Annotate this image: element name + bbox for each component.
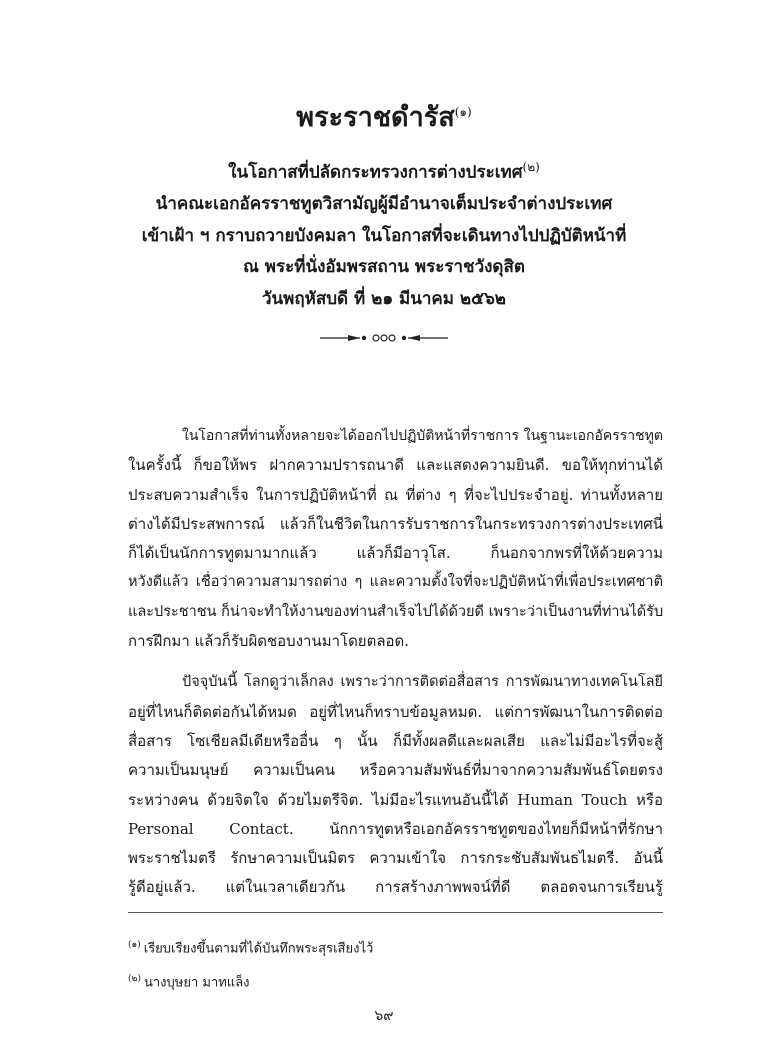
text-line: รู้ดีอยู่แล้ว. แต่ในเวลาเดียวกัน การสร้างภาพพจน์ที่ดี ตลอดจนการเรียนรู้ [128,878,663,897]
text-line: และประชาชน ก็น่าจะทำให้งานของท่านสำเร็จไปได้ด้วยดี เพราะว่าเป็นงานที่ท่านได้รับ [128,603,664,620]
title-text: พระราชดำรัส [296,102,455,133]
footnote [128,930,663,964]
subheading-line: ณ พระที่นั่งอัมพรสถาน พระราชวังดุสิต [243,257,525,278]
text-line: ก็ได้เป็นนักการทูตมามากแล้ว แล้วก็มีอาวุโส. ก็นอกจากพรที่ให้ด้วยความ [128,544,663,563]
footnote-marker: (๒) [128,974,141,985]
subheading-line: นำคณะเอกอัครราชทูตวิสามัญผู้มีอำนาจเต็มประจำต่างประเทศ [155,194,613,215]
text-line: พระราชไมตรี รักษาความเป็นมิตร ความเข้าใจ การกระชับสัมพันธไมตรี. อันนี้ [128,849,663,868]
paragraph [128,422,663,656]
text-line: ประสบความสำเร็จ ในการปฏิบัติหน้าที่ ณ ที่ต่าง ๆ ที่จะไปประจำอยู่. ท่านทั้งหลาย [128,485,663,504]
text-line: ปัจจุบันนี้ โลกดูว่าเล็กลง เพราะว่าการติดต่อสื่อสาร การพัฒนาทางเทคโนโลยี [182,674,663,691]
footnote-text: เรียบเรียงขึ้นตามที่ได้บันทึกพระสุรเสียงไว้ [143,941,374,957]
footnote-marker: (๑) [128,940,141,950]
text-line: การฝึกมา แล้วก็รับผิดชอบงานมาโดยตลอด. [128,632,410,651]
footnotes [128,930,663,999]
subheading-line: วันพฤหัสบดี ที่ ๒๑ มีนาคม ๒๕๖๒ [262,288,506,309]
title-footnote-ref: (๑) [454,105,472,119]
text-line: ในครั้งนี้ ก็ขอให้พร ฝากความปรารถนาดี และแสดงความยินดี. ขอให้ทุกท่านได้ [128,456,663,475]
page-number: ๖๙ [374,1008,394,1024]
text-line: หวังดีแล้ว เชื่อว่าความสามารถต่าง ๆ และความตั้งใจที่จะปฏิบัติหน้าที่เพื่อประเทศชาติ [128,574,663,591]
page-title [0,92,768,138]
subheading [60,152,708,315]
text-line: สื่อสาร โซเชียลมีเดียหรืออื่น ๆ นั้น ก็มีทั้งผลดีและผลเสีย และไม่มีอะไรที่จะสู้ [128,731,663,750]
text-line: อยู่ที่ไหนก็ติดต่อกันได้หมด อยู่ที่ไหนก็ทราบข้อมูลหมด. แต่การพัฒนาในการติดต่อ [128,702,663,721]
subheading-line: เข้าเฝ้า ฯ กราบถวายบังคมลา ในโอกาสที่จะเดินทางไปปฏิบัติหน้าที่ [141,225,627,246]
text-line: ความเป็นมนุษย์ ความเป็นคน หรือความสัมพันธ์ที่มาจากความสัมพันธ์โดยตรง [128,761,663,780]
divider-ornament [318,328,450,348]
subheading-line1-text: ในโอกาสที่ปลัดกระทรวงการต่างประเทศ [228,162,523,183]
footnote-divider [128,912,663,913]
subheading-line [60,152,708,189]
text-line: ในโอกาสที่ท่านทั้งหลายจะได้ออกไปปฏิบัติหน้าที่ราชการ ในฐานะเอกอัครราชทูต [182,428,663,444]
text-line: Personal Contact. นักการทูตหรือเอกอัครราชทูตของไทยก็มีหน้าที่รักษา [128,819,663,838]
text-line: ต่างได้มีประสพการณ์ แล้วก็ในชีวิตในการรับราชการในกระทรวงการต่างประเทศนี่ [128,514,663,533]
footnote-text: นางบุษยา มาทแล็ง [143,975,250,991]
paragraph [128,668,663,902]
subheading-footnote-ref: (๒) [522,160,540,174]
body-text [128,422,663,903]
footnote [128,964,663,998]
text-line: ระหว่างคน ด้วยจิตใจ ด้วยไมตรีจิต. ไม่มีอะไรแทนอันนี้ได้ Human Touch หรือ [128,790,663,809]
